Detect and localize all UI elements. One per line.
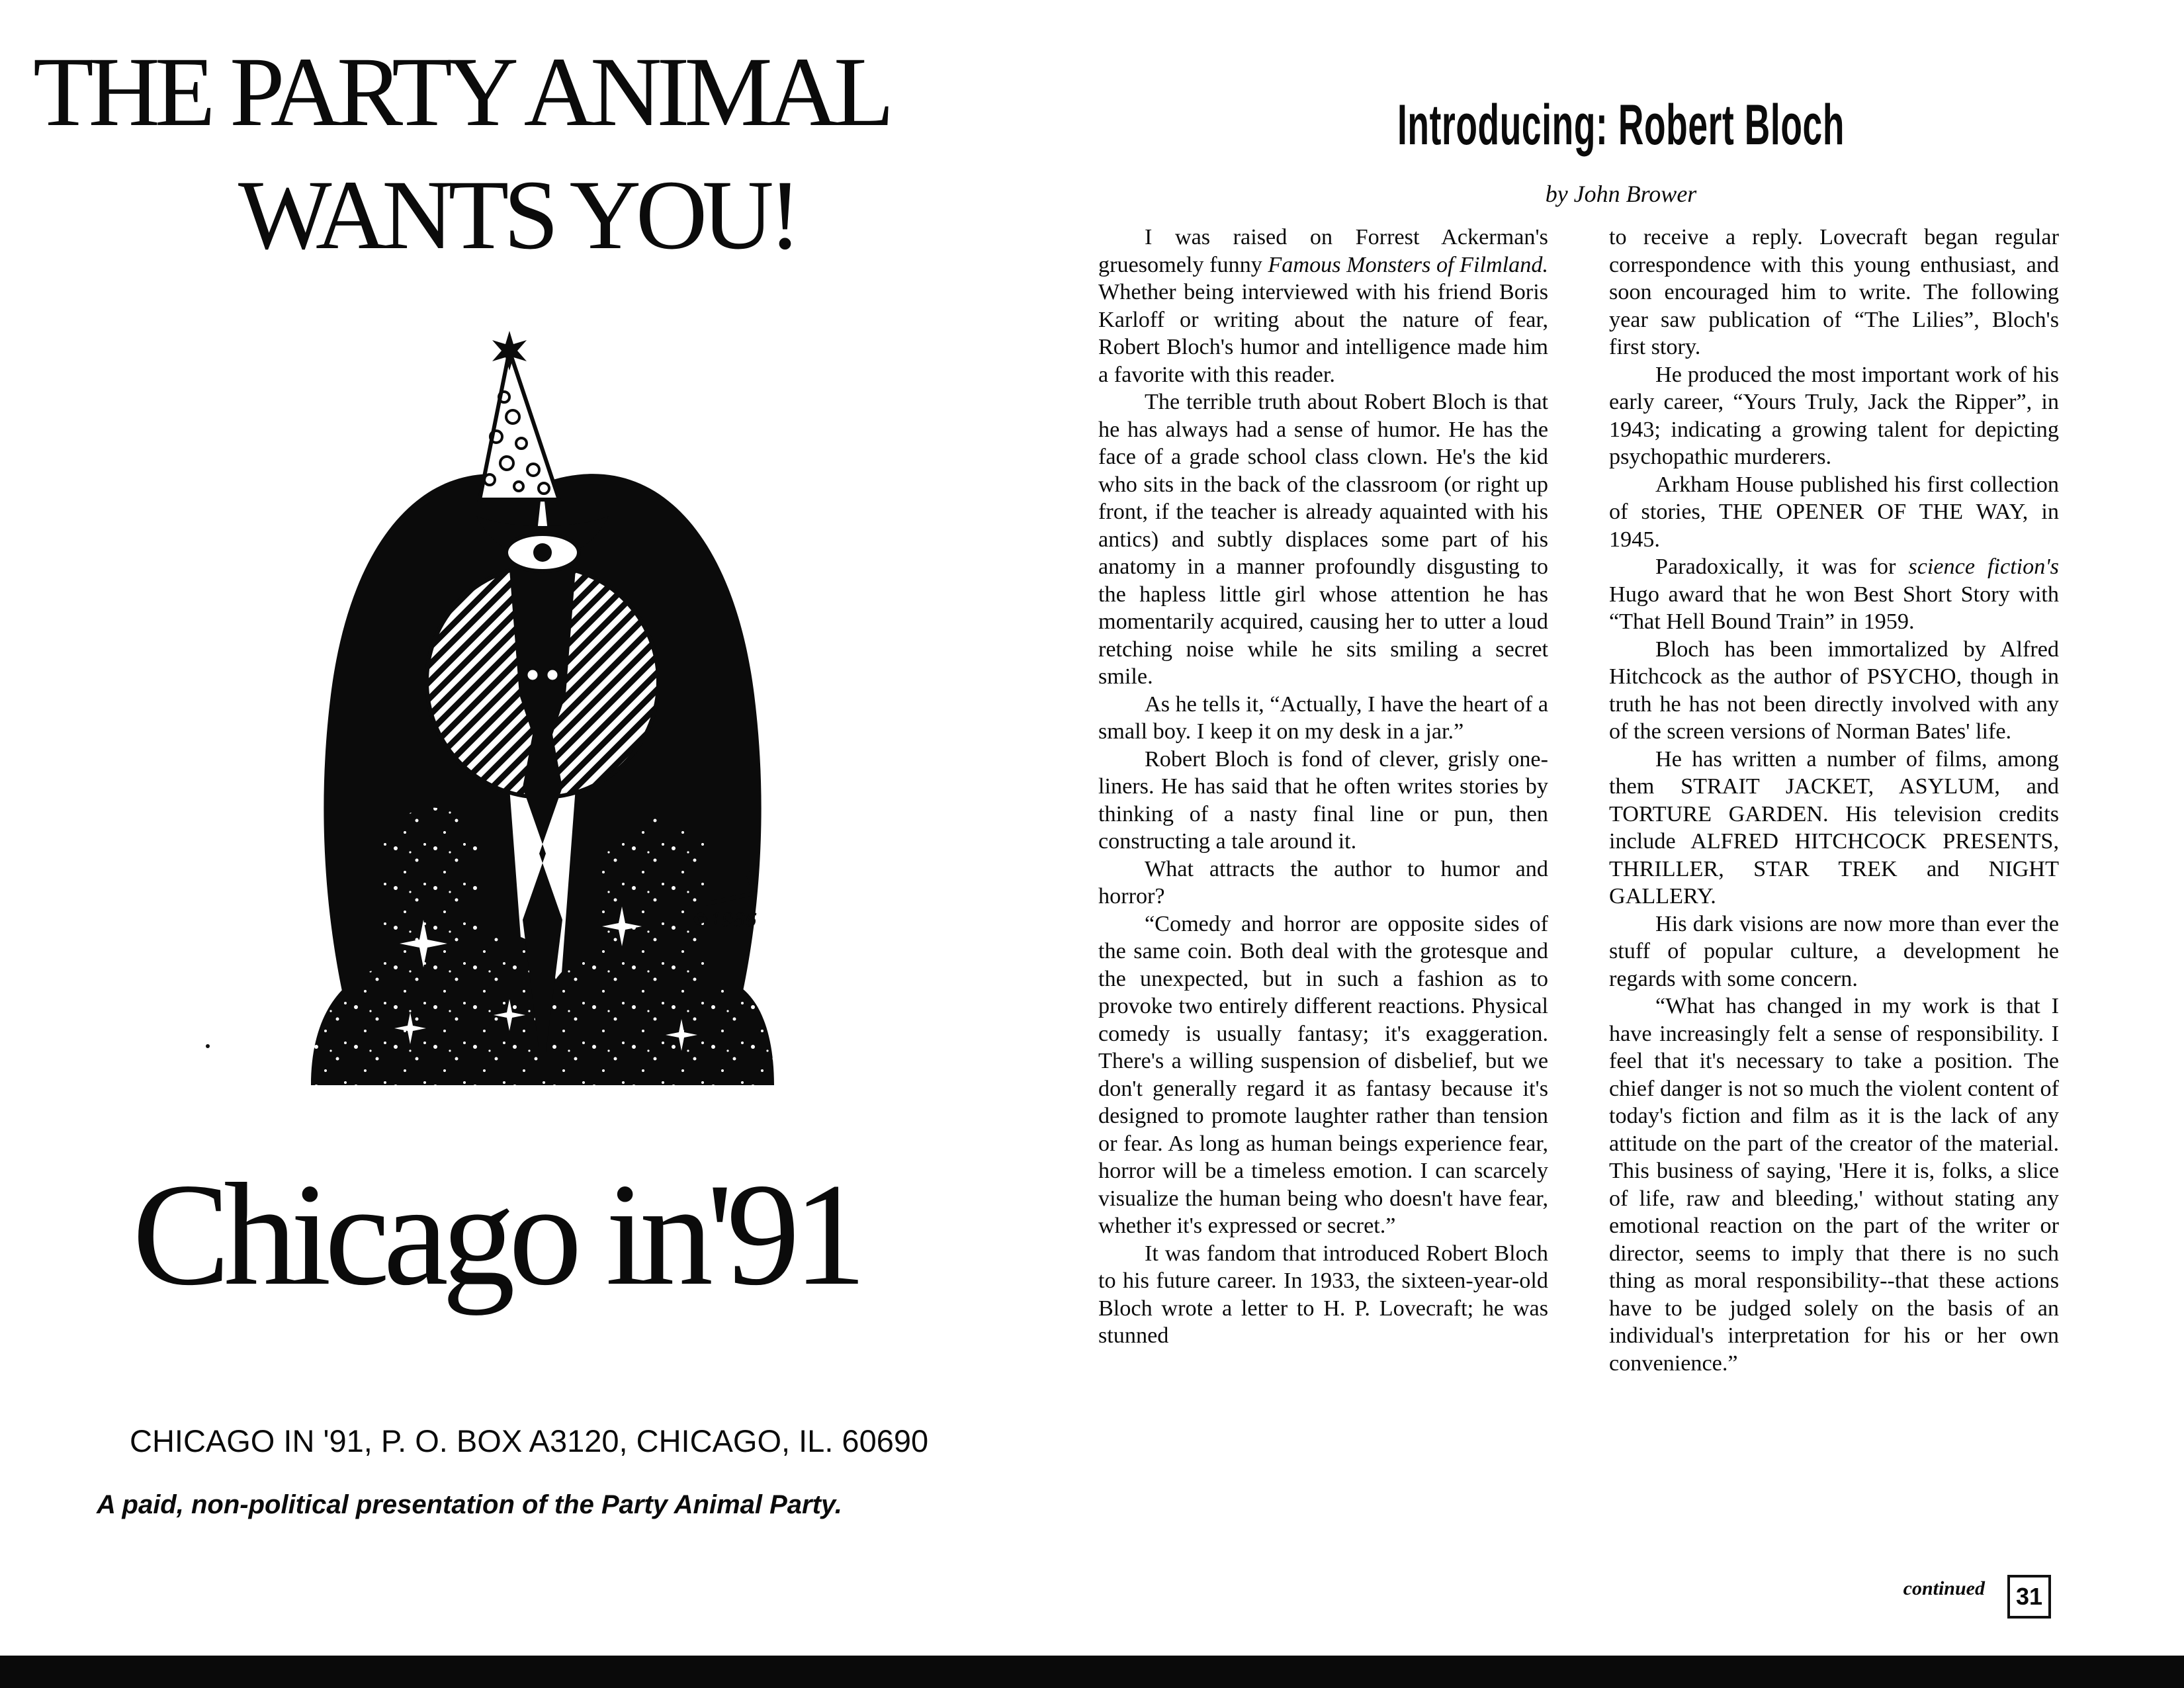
- party-hat: [480, 351, 559, 500]
- article-paragraph-continued: to receive a reply. Lovecraft began regular correspondence with this young enthusiast, and soon encouraged him to write. The following year saw publication of “The Lilies”, Bloch's first story.: [1609, 225, 2059, 359]
- article-paragraph: As he tells it, “Actually, I have the heart of a small boy. I keep it on my desk in a jar.”: [1098, 691, 1548, 744]
- scan-bottom-border: [0, 1656, 2184, 1688]
- article-paragraph: He produced the most important work of his early career, “Yours Truly, Jack the Ripper”, in 1943; indicating a growing talent for depicting psychopathic murderers.: [1609, 362, 2059, 469]
- article-column-2: [1609, 224, 2059, 1377]
- article-paragraph: It was fandom that introduced Robert Bloch to his future career. In 1933, the sixteen-year-old Bloch wrote a letter to H. P. Lovecraft; he was stunned: [1098, 1241, 1548, 1348]
- article-paragraph: His dark visions are now more than ever the stuff of popular culture, a development he regards with some concern.: [1609, 911, 2059, 991]
- illustration-signature: ©1986: [691, 909, 758, 931]
- page-margin: [2156, 0, 2184, 1688]
- party-animal-illustration: [311, 324, 774, 1085]
- article-paragraph: Bloch has been immortalized by Alfred Hitchcock as the author of PSYCHO, though in truth he has not been directly involved with any of the screen versions of Norman Bates' life.: [1609, 637, 2059, 744]
- speck: [206, 1044, 210, 1048]
- article-paragraph: Paradoxically, it was for science fiction's Hugo award that he won Best Short Story with “That Hell Bound Train” in 1959.: [1609, 555, 2059, 634]
- article-paragraph: “Comedy and horror are opposite sides of the same coin. Both deal with the grotesque and the unexpected, but in such a fashion as to provoke two entirely different reactions. Physical comedy is usually fantasy; it's exaggeration. There's a willing suspension of disbelief, but we don't generally regard it as fantasy because it's designed to promote laughter rather than tension or fear. As long as human beings experience fear, horror will be a timeless emotion. I can scarcely visualize the human being who doesn't have fear, whether it's expressed or secret.”: [1098, 911, 1548, 1238]
- article-paragraph: Arkham House published his first collection of stories, THE OPENER OF THE WAY, in 1945.: [1609, 472, 2059, 552]
- ad-headline-line-2: WANTS YOU!: [238, 160, 797, 270]
- article-paragraph: “What has changed in my work is that I have increasingly felt a sense of responsibility. I feel that it's necessary to take a position. The chief danger is not so much the violent content of today's fiction and film as it is the lack of any attitude on the part of the creator of the material. This business of saying, 'Here it is, folks, a slice of life, raw and bleeding,' without stating any emotional reaction on the part of the writer or director, seems to imply that there is no such thing as moral responsibility--that these actions have to be judged solely on the basis of an individual's interpretation for his or her own convenience.”: [1609, 994, 2059, 1376]
- ad-mailing-address: CHICAGO IN '91, P. O. BOX A3120, CHICAGO, IL. 60690: [130, 1423, 929, 1458]
- article-paragraph: He has written a number of films, among them STRAIT JACKET, ASYLUM, and TORTURE GARDEN. His television credits include ALFRED HITCHCOCK PRESENTS, THRILLER, STAR TREK and NIGHT GALLERY.: [1609, 746, 2059, 909]
- ad-slogan: Chicago in'91: [132, 1153, 860, 1316]
- article-column-1: [1098, 224, 1548, 1350]
- continued-label: continued: [1903, 1577, 1985, 1599]
- article-paragraph: Robert Bloch is fond of clever, grisly one-liners. He has said that he often writes stories by thinking of a nasty final line or pun, then constructing a tale around it.: [1098, 746, 1548, 854]
- page-number-box: [2007, 1575, 2051, 1619]
- article-paragraph: The terrible truth about Robert Bloch is that he has always had a sense of humor. He has the face of a grade school class clown. He's the kid who sits in the back of the classroom (or right up front, if the teacher is already aquainted with his antics) and subtly displaces some part of his anatomy in a manner profoundly disgusting to the hapless little girl whose attention he has momentarily acquired, causing her to utter a loud retching noise while he sits smiling a secret smile.: [1098, 390, 1548, 689]
- article-byline: by John Brower: [1545, 181, 1697, 207]
- ad-headline-line-1: THE PARTY ANIMAL: [33, 37, 889, 147]
- article-paragraph: I was raised on Forrest Ackerman's gruesomely funny Famous Monsters of Filmland. Whether being interviewed with his friend Boris Karloff or writing about the nature of fear, Robert Bloch's humor and intelligence made him a favorite with this reader.: [1098, 225, 1549, 387]
- ad-paid-notice: A paid, non-political presentation of the Party Animal Party.: [97, 1490, 842, 1519]
- article-paragraph: What attracts the author to humor and horror?: [1098, 856, 1548, 909]
- article-title: Introducing: Robert Bloch: [1397, 93, 1845, 157]
- page-number: 31: [2015, 1583, 2043, 1610]
